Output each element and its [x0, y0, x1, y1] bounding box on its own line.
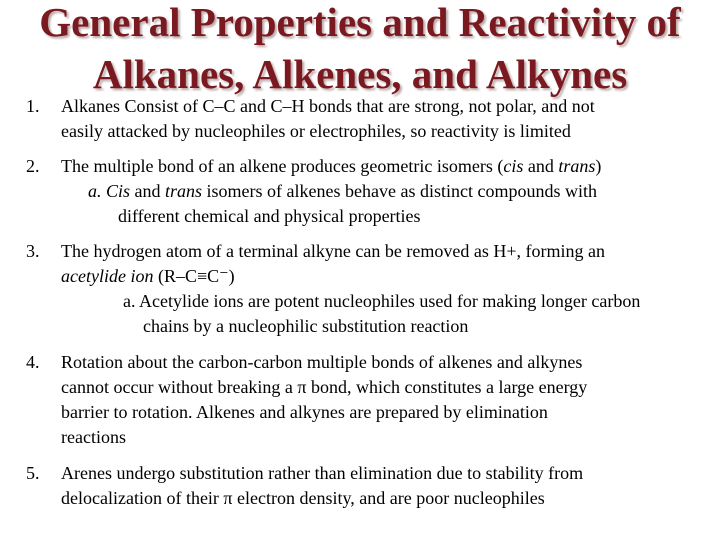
item-text: and — [523, 156, 559, 176]
item-text-line: Arenes undergo substitution rather than elimination due to stability from — [61, 463, 584, 483]
sub-item-3a — [123, 289, 716, 339]
list-item-2 — [26, 154, 716, 229]
item-text-line: delocalization of their π electron density, and are poor nucleophiles — [61, 488, 545, 508]
trans-term: trans — [558, 156, 596, 176]
item-text-line: Alkanes Consist of C–C and C–H bonds that are strong, not polar, and not — [61, 96, 595, 116]
item-text-line: Rotation about the carbon-carbon multiple bonds of alkenes and alkynes — [61, 352, 583, 372]
item-text-line: easily attacked by nucleophiles or electrophiles, so reactivity is limited — [61, 121, 571, 141]
item-text-line: cannot occur without breaking a π bond, which constitutes a large energy — [61, 377, 588, 397]
trans-term: trans — [165, 181, 203, 201]
item-text-line: The hydrogen atom of a terminal alkyne can be removed as H+, forming an — [61, 241, 605, 261]
item-text-line: reactions — [61, 427, 126, 447]
item-number: 3. — [26, 241, 40, 261]
item-number: 1. — [26, 96, 40, 116]
sub-text-line: different chemical and physical properties — [118, 206, 421, 226]
sub-item-2a — [88, 179, 716, 229]
slide-title — [0, 0, 720, 100]
list-item-3 — [26, 239, 716, 339]
item-number: 5. — [26, 463, 40, 483]
formula: (R–C≡C⁻) — [153, 266, 235, 286]
title-line-2: Alkanes, Alkenes, and Alkynes — [92, 51, 628, 97]
sub-text-line: a. Acetylide ions are potent nucleophiles used for making longer carbon — [123, 291, 641, 311]
title-line-1: General Properties and Reactivity of — [39, 0, 681, 45]
sub-text: isomers of alkenes behave as distinct compounds with — [202, 181, 597, 201]
list-item-5 — [26, 461, 716, 511]
cis-term: cis — [503, 156, 524, 176]
item-text-line: barrier to rotation. Alkenes and alkynes are prepared by elimination — [61, 402, 548, 422]
item-text: The multiple bond of an alkene produces geometric isomers ( — [61, 156, 504, 176]
list-item-1 — [26, 94, 716, 144]
list-item-4 — [26, 350, 716, 450]
acetylide-term: acetylide ion — [61, 266, 154, 286]
cis-term: Cis — [106, 181, 131, 201]
item-number: 4. — [26, 352, 40, 372]
item-text: ) — [595, 156, 602, 176]
item-number: 2. — [26, 156, 40, 176]
sub-text-line: chains by a nucleophilic substitution reaction — [143, 316, 469, 336]
sub-text: and — [130, 181, 166, 201]
sub-label: a. — [88, 181, 102, 201]
